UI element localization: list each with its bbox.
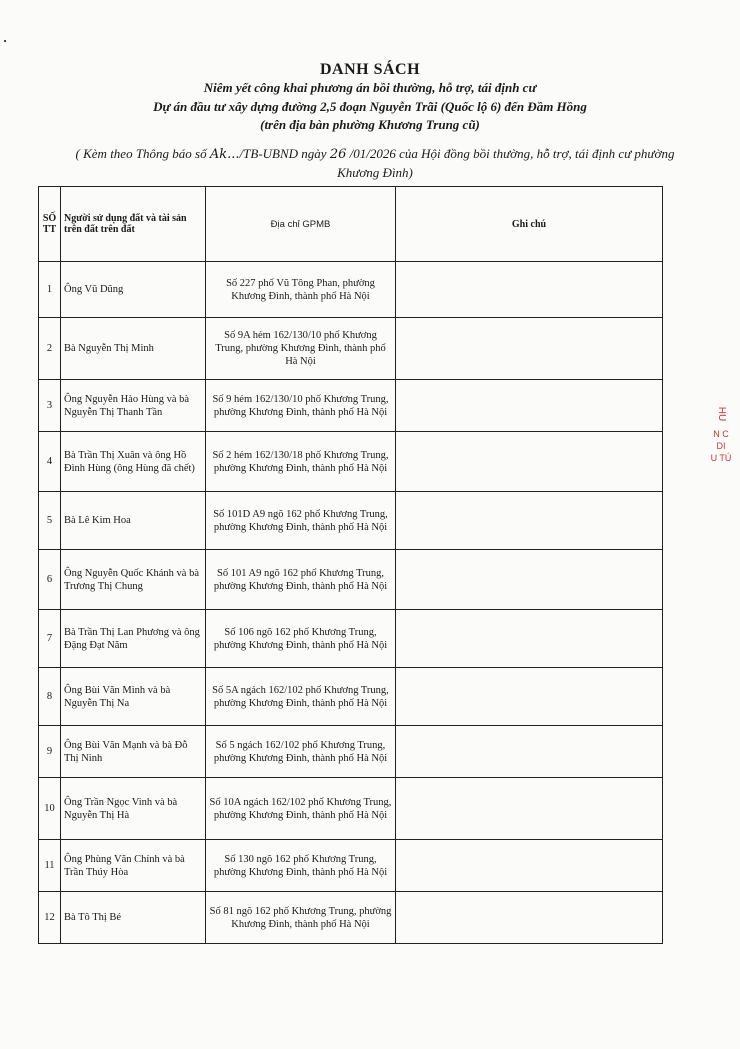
row-name: Ông Nguyễn Hào Hùng và bà Nguyễn Thị Thanh Tần [61,380,206,432]
margin-mark [4,40,6,42]
notice-number: Ak... [209,147,240,162]
row-stt: 2 [39,318,61,380]
row-note [396,892,663,944]
header-name: Người sử dụng đất và tài sản trên đất trên đất [61,187,206,262]
row-stt: 8 [39,668,61,726]
row-name: Ông Trần Ngọc Vinh và bà Nguyễn Thị Hà [61,778,206,840]
row-address: Số 130 ngõ 162 phố Khương Trung, phường Khương Đình, thành phố Hà Nội [206,840,396,892]
row-name: Ông Nguyễn Quốc Khánh và bà Trương Thị Chung [61,550,206,610]
row-address: Số 81 ngõ 162 phố Khương Trung, phường Khương Đình, thành phố Hà Nội [206,892,396,944]
row-stt: 1 [39,262,61,318]
compensation-list-table [38,186,663,944]
row-note [396,610,663,668]
row-note [396,432,663,492]
table-row [39,840,663,892]
header-address: Địa chỉ GPMB [206,187,396,262]
row-note [396,778,663,840]
row-stt: 11 [39,840,61,892]
notice-suffix: /01/2026 của Hội đồng bồi thường, hỗ trợ, tái định cư phường Khương Đình) [337,146,675,180]
row-stt: 12 [39,892,61,944]
table-row [39,380,663,432]
table-row [39,318,663,380]
row-name: Bà Lê Kim Hoa [61,492,206,550]
row-note [396,840,663,892]
table-row [39,550,663,610]
table-row [39,778,663,840]
row-name: Ông Bùi Văn Mạnh và bà Đỗ Thị Ninh [61,726,206,778]
notice-prefix: ( Kèm theo Thông báo số [75,146,210,161]
table-row [39,432,663,492]
stamp-text-3: DI [716,441,726,451]
row-address: Số 9 hẻm 162/130/10 phố Khương Trung, phường Khương Đình, thành phố Hà Nội [206,380,396,432]
row-name: Ông Phùng Văn Chính và bà Trần Thúy Hòa [61,840,206,892]
table-row [39,262,663,318]
row-name: Ông Vũ Dũng [61,262,206,318]
row-stt: 5 [39,492,61,550]
notice-middle: /TB-UBND ngày [239,146,330,161]
stamp-text-4: U TÚ [710,453,732,463]
row-address: Số 5A ngách 162/102 phố Khương Trung, phường Khương Đình, thành phố Hà Nội [206,668,396,726]
row-address: Số 2 hẻm 162/130/18 phố Khương Trung, phường Khương Đình, thành phố Hà Nội [206,432,396,492]
stamp-text-1: HU [716,406,727,422]
table-row [39,610,663,668]
row-address: Số 10A ngách 162/102 phố Khương Trung, phường Khương Đình, thành phố Hà Nội [206,778,396,840]
row-note [396,492,663,550]
table-header-row [39,187,663,262]
row-stt: 10 [39,778,61,840]
row-note [396,380,663,432]
document-subtitle-3: (trên địa bàn phường Khương Trung cũ) [260,117,480,132]
document-subtitle-1: Niêm yết công khai phương án bồi thường, hỗ trợ, tái định cư [203,80,537,95]
row-name: Bà Nguyễn Thị Minh [61,318,206,380]
table-row [39,668,663,726]
row-stt: 7 [39,610,61,668]
row-stt: 9 [39,726,61,778]
stamp-text-2: N C [713,429,729,439]
row-note [396,668,663,726]
document-title: DANH SÁCH [319,61,421,78]
notice-reference [55,145,695,182]
margin-stamp [706,400,736,550]
row-address: Số 106 ngõ 162 phố Khương Trung, phường Khương Đình, thành phố Hà Nội [206,610,396,668]
row-address: Số 5 ngách 162/102 phố Khương Trung, phường Khương Đình, thành phố Hà Nội [206,726,396,778]
table-row [39,892,663,944]
row-address: Số 227 phố Vũ Tông Phan, phường Khương Đình, thành phố Hà Nội [206,262,396,318]
row-address: Số 9A hẻm 162/130/10 phố Khương Trung, phường Khương Đình, thành phố Hà Nội [206,318,396,380]
row-stt: 6 [39,550,61,610]
row-stt: 3 [39,380,61,432]
row-stt: 4 [39,432,61,492]
header-stt: SỐ TT [39,187,61,262]
row-name: Bà Tô Thị Bé [61,892,206,944]
table-row [39,492,663,550]
row-note [396,318,663,380]
notice-day: 26 [329,147,347,162]
row-name: Bà Trần Thị Xuân và ông Hồ Đình Hùng (ông Hùng đã chết) [61,432,206,492]
row-address: Số 101D A9 ngõ 162 phố Khương Trung, phường Khương Đình, thành phố Hà Nội [206,492,396,550]
table-row [39,726,663,778]
row-note [396,726,663,778]
row-note [396,262,663,318]
document-subtitle-2: Dự án đầu tư xây dựng đường 2,5 đoạn Nguyễn Trãi (Quốc lộ 6) đến Đầm Hồng [153,99,587,114]
row-name: Bà Trần Thị Lan Phương và ông Đặng Đạt Năm [61,610,206,668]
header-note: Ghi chú [396,187,663,262]
row-address: Số 101 A9 ngõ 162 phố Khương Trung, phường Khương Đình, thành phố Hà Nội [206,550,396,610]
row-name: Ông Bùi Văn Minh và bà Nguyễn Thị Na [61,668,206,726]
row-note [396,550,663,610]
